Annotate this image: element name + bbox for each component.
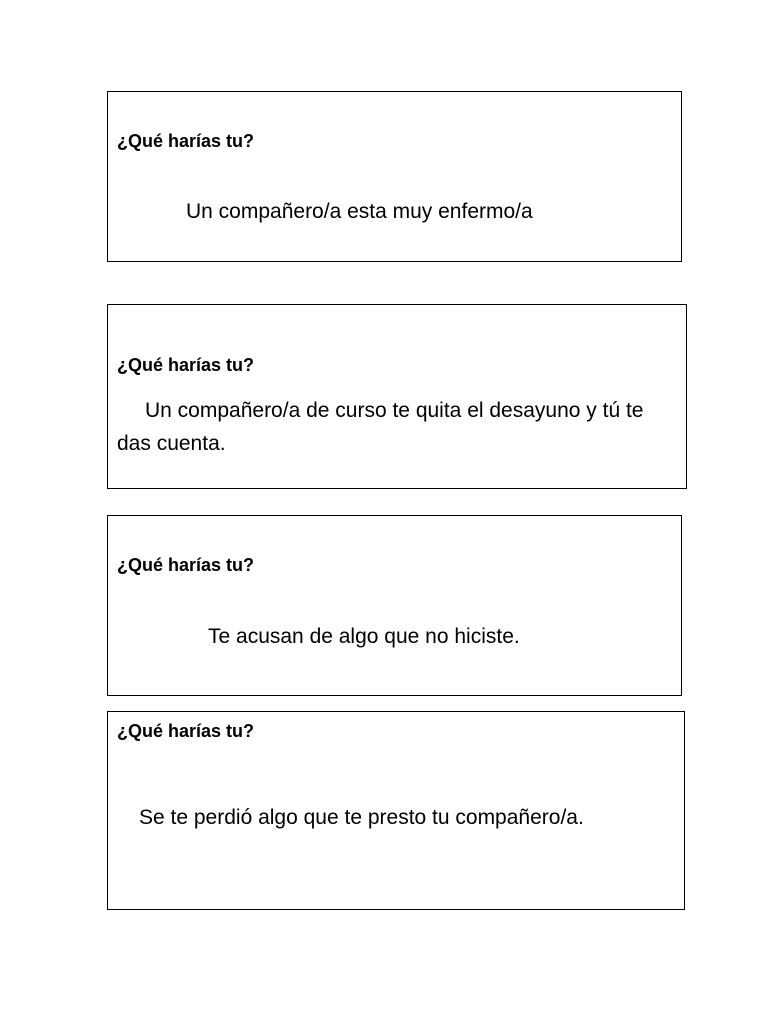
scenario-text: Se te perdió algo que te presto tu compañero/a.: [139, 806, 584, 829]
question-heading: ¿Qué harías tu?: [117, 355, 255, 375]
question-heading: ¿Qué harías tu?: [117, 131, 255, 151]
question-card: [107, 515, 682, 696]
question-card: [107, 711, 685, 910]
scenario-text: Te acusan de algo que no hiciste.: [208, 625, 520, 648]
question-heading: ¿Qué harías tu?: [117, 555, 255, 575]
scenario-text: Un compañero/a esta muy enfermo/a: [186, 200, 533, 223]
question-card: [107, 91, 682, 262]
scenario-text: Un compañero/a de curso te quita el desayuno y tú te das cuenta.: [117, 399, 644, 455]
question-card: [107, 304, 687, 489]
question-heading: ¿Qué harías tu?: [117, 721, 255, 741]
